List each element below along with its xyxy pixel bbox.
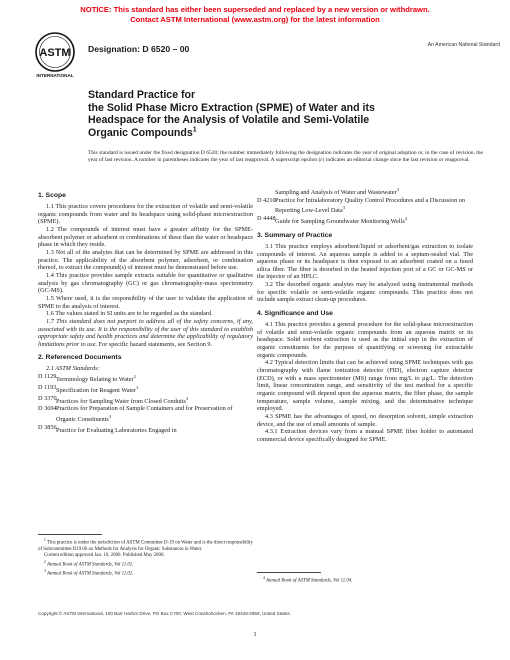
footnote-4: Annual Book of ASTM Standards, Vol 11.04. (266, 578, 353, 584)
reference-list (38, 373, 253, 434)
para-1-7 (38, 318, 253, 349)
title-line-3: Headspace for the Analysis of Volatile and Semi-Volatile (88, 114, 370, 127)
reference-item (38, 373, 253, 384)
para-3-1: 3.1 This practice employs adsorbent/liquid or adsorbent/gas extraction to isolate compounds of interest. An aqueous sample is added to a septum-sealed vial. The aqueous phase or its headspace is then exposed to an adsorbent coated on a fused silica fiber. The fiber is desorbed in the heated injection port of a GC or GC-MS or the injector of an HPLC. (257, 242, 473, 281)
footnote-3: Annual Book of ASTM Standards, Vol 11.02. (47, 571, 134, 577)
reference-title: Specification for Reagent Water (56, 386, 137, 394)
reference-title: Practice for Evaluating Laboratories Engaged in (56, 426, 177, 434)
reference-footnote-mark: 3 (136, 384, 139, 390)
svg-text:INTERNATIONAL: INTERNATIONAL (36, 73, 74, 78)
document-title (88, 89, 448, 139)
reference-continuation: Sampling and Analysis of Water and Wastewater$^3$ (275, 187, 399, 197)
scope-heading: 1. Scope (38, 192, 66, 199)
title-line-2: the Solid Phase Micro Extraction (SPME) of Water and its (88, 101, 375, 114)
reference-item (38, 395, 253, 406)
para-1-1: 1.1 This practice covers procedures for the extraction of volatile and semi-volatile organic compounds from water and its headspace using solid-phase microextraction (SPME). (38, 203, 253, 226)
reference-footnote-mark: 3 (185, 395, 189, 401)
reference-list-continued (257, 197, 473, 226)
para-4-3: 4.3 SPME has the advantages of speed, no desorption solvent, simple extraction device, and the use of small amounts of sample. (257, 412, 473, 428)
reference-code: D 4448 (257, 215, 276, 223)
designation: Designation: D 6520 – 00 (88, 44, 190, 54)
reference-title: Terminology Relating to Water (56, 376, 134, 384)
american-national-standard-label: An American National Standard (427, 42, 500, 48)
reference-title: Guide for Sampling Groundwater Monitoring Wells (275, 218, 405, 226)
left-column (38, 186, 253, 434)
footnote-rule-left (38, 534, 102, 535)
reference-code: D 3856 (38, 423, 57, 431)
para-4-1: 4.1 This practice provides a general procedure for the solid-phase microextraction of volatile and semi-volatile organic compounds from an aqueous matrix or its headspace. Solid sorbent extraction is used as the initial step in the extraction of organic constituents for the purpose of quantifying or screening for extractable organic compounds. (257, 321, 473, 359)
reference-item (38, 424, 253, 435)
para-1-5: 1.5 Where used, it is the responsibility of the user to validate the application of SPME to the analysis of interest. (38, 294, 253, 310)
safety-caveat: 1.7 This standard does not purport to address all of the safety concerns, if any, associated with its use. It is the responsibility of the user of this standard to establish appropriate safety and health practices and determine the applicability of regulatory limitations prior to use. (38, 317, 253, 348)
svg-text:ASTM: ASTM (39, 47, 71, 59)
para-1-2: 1.2 The compounds of interest must have a greater affinity for the SPME-absorbent polymer or adsorbent or combinations of these than the water or headspace phase in which they reside. (38, 225, 253, 249)
reference-title: Practices for Sampling Water from Closed Conduits (56, 397, 186, 405)
title-line-1: Standard Practice for (88, 89, 196, 101)
referenced-documents-heading: 2. Referenced Documents (38, 354, 122, 362)
reference-code: D 1193 (38, 383, 57, 391)
reference-code: D 3694 (38, 405, 57, 413)
issuance-note: This standard is issued under the fixed designation D 6520; the number immediately following the designation indicates the year of original adoption or, in the case of revision, the year of last revision. A number in parentheses indicates the year of last reapproval. A superscript epsilon (ε) indicates an editorial change since the last revision or reapproval. (88, 150, 483, 164)
astm-standards-subheading: 2.1 ASTM Standards: (46, 365, 100, 373)
reference-code: D 3370 (38, 394, 57, 402)
para-1-3: 1.3 Not all of the analytes that can be determined by SPME are addressed in this practice. The applicability of the absorbent polymer, adsorbent, or combination thereof, to extract the compound(s) of interest must be demonstrated before use. (38, 248, 253, 272)
reference-footnote-mark: 3 (342, 205, 345, 211)
reference-item (38, 405, 253, 423)
reference-footnote-mark: 2 (133, 374, 136, 380)
astm-logo (31, 30, 79, 80)
copyright-line: Copyright © ASTM International, 100 Barr Harbor Drive, PO Box C700, West Conshohocken, PA 19428-2959, United States. (38, 611, 291, 616)
notice-line-2: Contact ASTM International (www.astm.org) for the latest information (130, 14, 380, 24)
footnotes-left: $^1$ This practice is under the jurisdiction of ASTM Committee D-19 on Water and is the direct responsibility of Subcommittee D19.06 on Methods for Analysis for Organic Substances in Water. Current edition approved Jan. 10, 2000. Published May 2000. $^2$ Annual Book of ASTM Standards, Vol 11.01. $^3$ Annual Book of ASTM Standards, Vol 11.02. (38, 538, 253, 577)
para-3-2: 3.2 The desorbed organic analytes may be analyzed using instrumental methods for specific volatile or semi-volatile organic compounds. This practice does not include sample extract clean-up procedures. (257, 281, 473, 304)
para-4-2: 4.2 Typical detection limits that can be achieved using SPME techniques with gas chromatography with flame ionization detector (FID), electron capture detector (ECD), or with a mass spectrometer (MS) range from mg/L to µg/L. The detection limit, linear concentration range, and sensitivity of the test method for a specific organic compound will depend upon the aqueous matrix, the fiber phase, the sample temperature, sample volume, sample mixing, and the determinative technique employed. (257, 359, 473, 413)
reference-footnote-mark: 3 (108, 413, 112, 419)
reference-item (257, 215, 473, 226)
reference-title: Practice for Intralaboratory Quality Control Procedures and a Discussion on Reporting Low-Level Data (275, 196, 466, 215)
supersession-notice (0, 5, 510, 24)
para-1-4: 1.4 This practice provides sample extracts suitable for quantitative or qualitative analysis by gas chromatography (GC) or gas chromatography-mass spectrometry (GC-MS). (38, 271, 253, 295)
para-4-3-1: 4.3.1 Extraction devices vary from a manual SPME fiber holder to automated commercial device specifically designed for SPME. (257, 428, 473, 443)
reference-code: D 4210 (257, 196, 276, 204)
footnote-2: Annual Book of ASTM Standards, Vol 11.01. (47, 562, 134, 568)
reference-code: D 1129 (38, 373, 57, 381)
title-line-4: Organic Compounds (88, 126, 193, 139)
title-footnote-mark: 1 (192, 126, 197, 134)
current-edition-note: Current edition approved Jan. 10, 2000. Published May 2000. (44, 552, 165, 558)
right-column (257, 186, 473, 444)
page-number: 1 (253, 631, 257, 638)
para-1-6: 1.6 The values stated in SI units are to be regarded as the standard. (46, 310, 213, 318)
summary-heading: 3. Summary of Practice (257, 231, 333, 239)
reference-item (38, 384, 253, 395)
footnote-rule-right (257, 572, 321, 573)
reference-item (257, 197, 473, 215)
significance-heading: 4. Significance and Use (257, 310, 333, 318)
footnotes-right: $^4$ Annual Book of ASTM Standards, Vol 11.04. (263, 576, 353, 584)
reference-title: Practices for Preparation of Sample Containers and for Preservation of Organic Constituents (56, 405, 233, 424)
safety-caveat-tail: For specific hazard statements, see Section 9. (97, 340, 213, 348)
notice-line-1: NOTICE: This standard has either been superseded and replaced by a new version or withdrawn. (80, 5, 430, 14)
reference-footnote-mark: 4 (404, 216, 407, 222)
footnote-1: This practice is under the jurisdiction of ASTM Committee D-19 on Water and is the direct responsibility of Subcommittee D19.06 on Methods for Analysis for Organic Substances in Water. (38, 540, 253, 552)
